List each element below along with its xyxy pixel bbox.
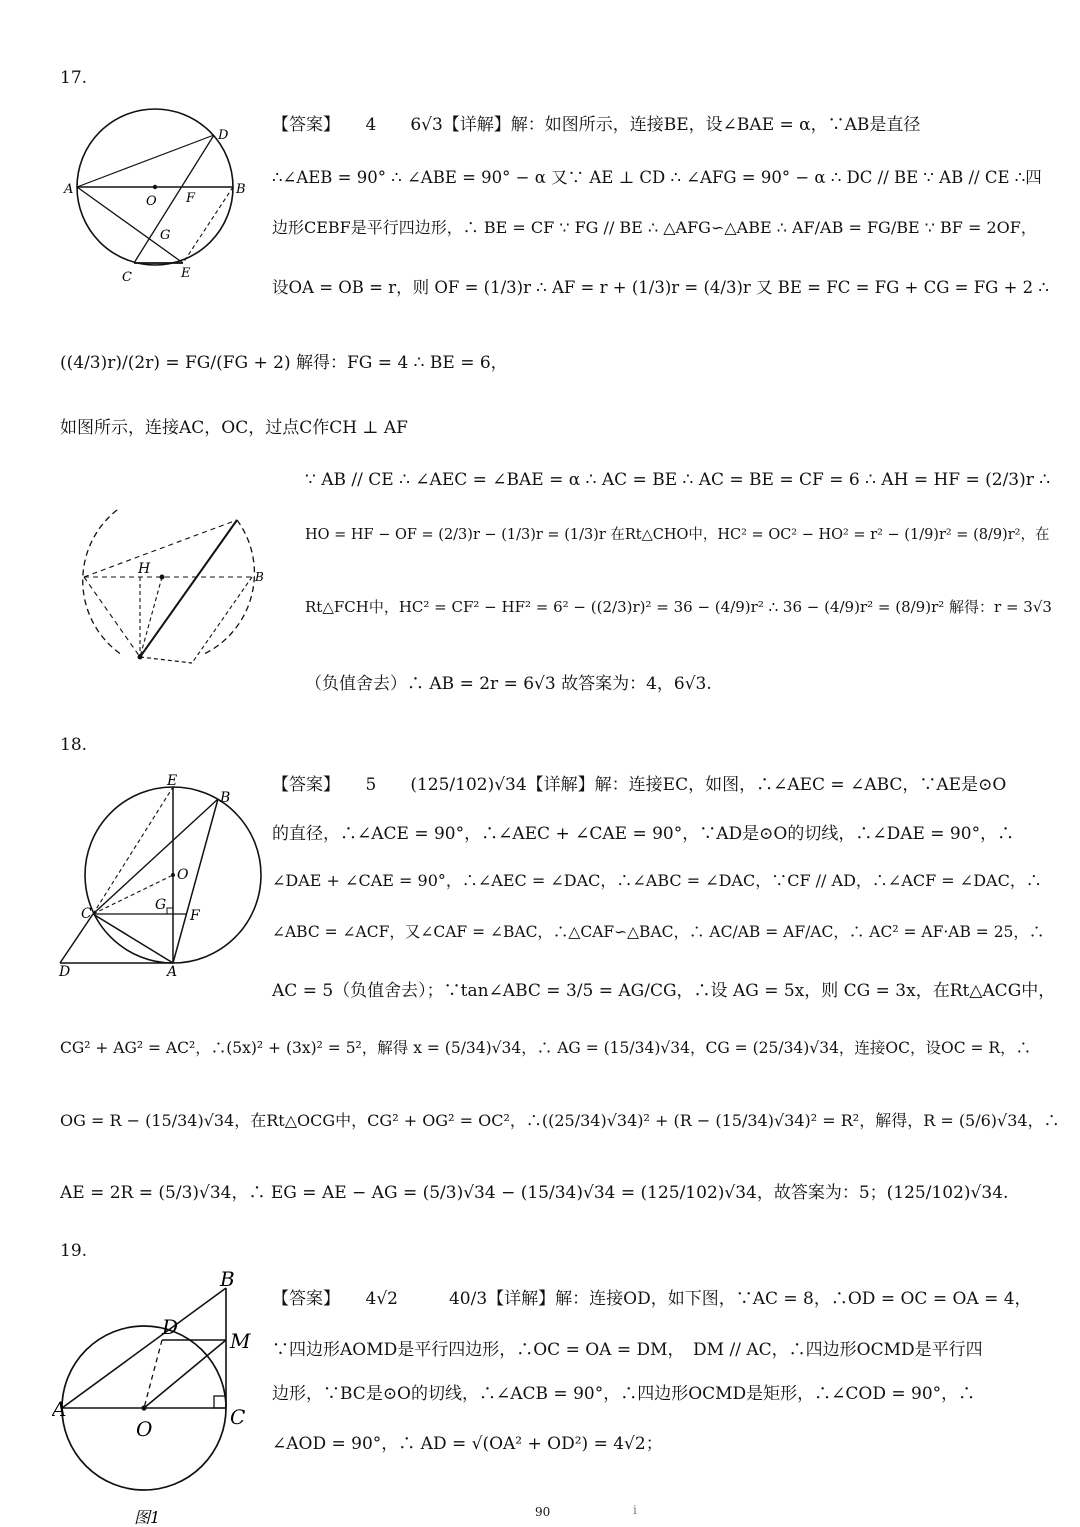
q18-line-6: CG² + AG² = AC²，∴(5x)² + (3x)² = 5²，解得 x = (5/34)√34，∴ AG = (15/34)√34，CG = (25/34)√34，连接OC，设OC = R，∴ <box>60 1039 1032 1057</box>
fig17a-label-G: G <box>160 228 171 243</box>
fig19-label-A: A <box>52 1397 67 1421</box>
fig19-label-M: M <box>230 1329 251 1353</box>
q18-line-7: OG = R − (15/34)√34，在Rt△OCG中，CG² + OG² = OC²，∴((25/34)√34)² + (R − (15/34)√34)² = R²，解得，R = (5/6)√34，∴ <box>60 1111 1060 1130</box>
question-number-19: 19. <box>60 1241 88 1261</box>
fig17a-label-O: O <box>146 194 157 209</box>
fig18-label-D: D <box>59 964 71 977</box>
q18-line-2: 的直径，∴∠ACE = 90°，∴∠AEC + ∠CAE = 90°，∵AD是⊙O的切线，∴∠DAE = 90°，∴ <box>272 824 1015 844</box>
fig17a-label-D: D <box>218 128 229 143</box>
fig19-caption: 图1 <box>134 1508 161 1525</box>
q18-line-8: AE = 2R = (5/3)√34，∴ EG = AE − AG = (5/3)√34 − (15/34)√34 = (125/102)√34，故答案为：5；(125/102)√34. <box>60 1183 1009 1203</box>
q17-line-3: 边形CEBF是平行四边形，∴ BE = CF ∵ FG // BE ∴ △AFG∽△ABE ∴ AF/AB = FG/BE ∵ BF = 2OF， <box>272 218 1037 237</box>
question-number-18: 18. <box>60 735 88 755</box>
question-number-17: 17. <box>60 68 88 88</box>
fig19-label-O: O <box>136 1417 153 1441</box>
figure-18-circle <box>55 772 265 977</box>
fig17b-label-H: H <box>138 561 151 577</box>
q17-line-1: 【答案】 4 6√3【详解】解：如图所示，连接BE，设∠BAE = α，∵AB是直径 <box>272 115 921 135</box>
fig18-label-O: O <box>177 867 189 883</box>
fig17b-label-B: B <box>255 570 264 584</box>
fig17a-label-B: B <box>236 182 246 197</box>
fig17a-label-C: C <box>122 270 132 285</box>
fig19-label-B: B <box>220 1270 235 1291</box>
q19-line-2: ∵四边形AOMD是平行四边形，∴OC = OA = DM， DM // AC，∴四边形OCMD是平行四 <box>272 1340 983 1360</box>
fig18-label-B: B <box>220 790 231 806</box>
q18-line-1: 【答案】 5 (125/102)√34【详解】解：连接EC，如图，∴∠AEC = ∠ABC，∵AE是⊙O <box>272 775 1007 795</box>
q19-line-3: 边形，∵BC是⊙O的切线，∴∠ACB = 90°，∴四边形OCMD是矩形，∴∠COD = 90°，∴ <box>272 1384 976 1404</box>
q17-line-10: （负值舍去）∴ AB = 2r = 6√3 故答案为：4，6√3. <box>305 674 712 694</box>
footer-mark: i <box>633 1503 637 1517</box>
figure-17-circle <box>62 105 262 285</box>
q18-line-4: ∠ABC = ∠ACF，又∠CAF = ∠BAC，∴△CAF∽△BAC，∴ AC/AB = AF/AC，∴ AC² = AF·AB = 25，∴ <box>272 923 1045 941</box>
q17-line-2: ∴∠AEB = 90° ∴ ∠ABE = 90° − α 又∵ AE ⊥ CD ∴ ∠AFG = 90° − α ∴ DC // BE ∵ AB // CE ∴四 <box>272 168 1042 187</box>
q17-line-9: Rt△FCH中，HC² = CF² − HF² = 6² − ((2/3)r)² = 36 − (4/9)r² ∴ 36 − (4/9)r² = (8/9)r² 解得：r = 3√3 <box>305 598 1052 616</box>
fig18-label-C: C <box>81 906 92 922</box>
q18-line-5: AC = 5（负值舍去）；∵tan∠ABC = 3/5 = AG/CG，∴设 AG = 5x，则 CG = 3x，在Rt△ACG中， <box>272 981 1056 1001</box>
figure-17-auxiliary <box>72 505 272 680</box>
figure-19-circle <box>52 1270 267 1525</box>
fig18-label-A: A <box>167 964 178 977</box>
fig19-label-D: D <box>162 1315 179 1339</box>
fig18-label-F: F <box>190 908 200 924</box>
q17-line-4: 设OA = OB = r，则 OF = (1/3)r ∴ AF = r + (1/3)r = (4/3)r 又 BE = FC = FG + CG = FG + 2 ∴ <box>272 278 1049 297</box>
fig17a-label-F: F <box>186 191 196 206</box>
fig17a-label-E: E <box>181 266 191 281</box>
fig18-label-E: E <box>167 773 178 789</box>
page-number: 90 <box>535 1505 551 1519</box>
q19-line-1: 【答案】 4√2 40/3【详解】解：连接OD，如下图，∵AC = 8，∴OD = OC = OA = 4， <box>272 1289 1032 1309</box>
q17-line-5: ((4/3)r)/(2r) = FG/(FG + 2) 解得：FG = 4 ∴ BE = 6， <box>60 353 508 373</box>
q19-line-4: ∠AOD = 90°，∴ AD = √(OA² + OD²) = 4√2； <box>272 1434 663 1454</box>
fig18-label-G: G <box>155 897 167 913</box>
q18-line-3: ∠DAE + ∠CAE = 90°，∴∠AEC = ∠DAC，∴∠ABC = ∠DAC，∵CF // AD，∴∠ACF = ∠DAC，∴ <box>272 871 1042 890</box>
q17-line-6: 如图所示，连接AC，OC，过点C作CH ⊥ AF <box>60 418 408 438</box>
q17-line-7: ∵ AB // CE ∴ ∠AEC = ∠BAE = α ∴ AC = BE ∴ AC = BE = CF = 6 ∴ AH = HF = (2/3)r ∴ <box>305 470 1051 490</box>
q17-line-8: HO = HF − OF = (2/3)r − (1/3)r = (1/3)r 在Rt△CHO中，HC² = OC² − HO² = r² − (1/9)r² = (8/9)r²，在 <box>305 527 1050 543</box>
fig17a-label-A: A <box>64 182 74 197</box>
fig19-label-C: C <box>230 1405 246 1429</box>
